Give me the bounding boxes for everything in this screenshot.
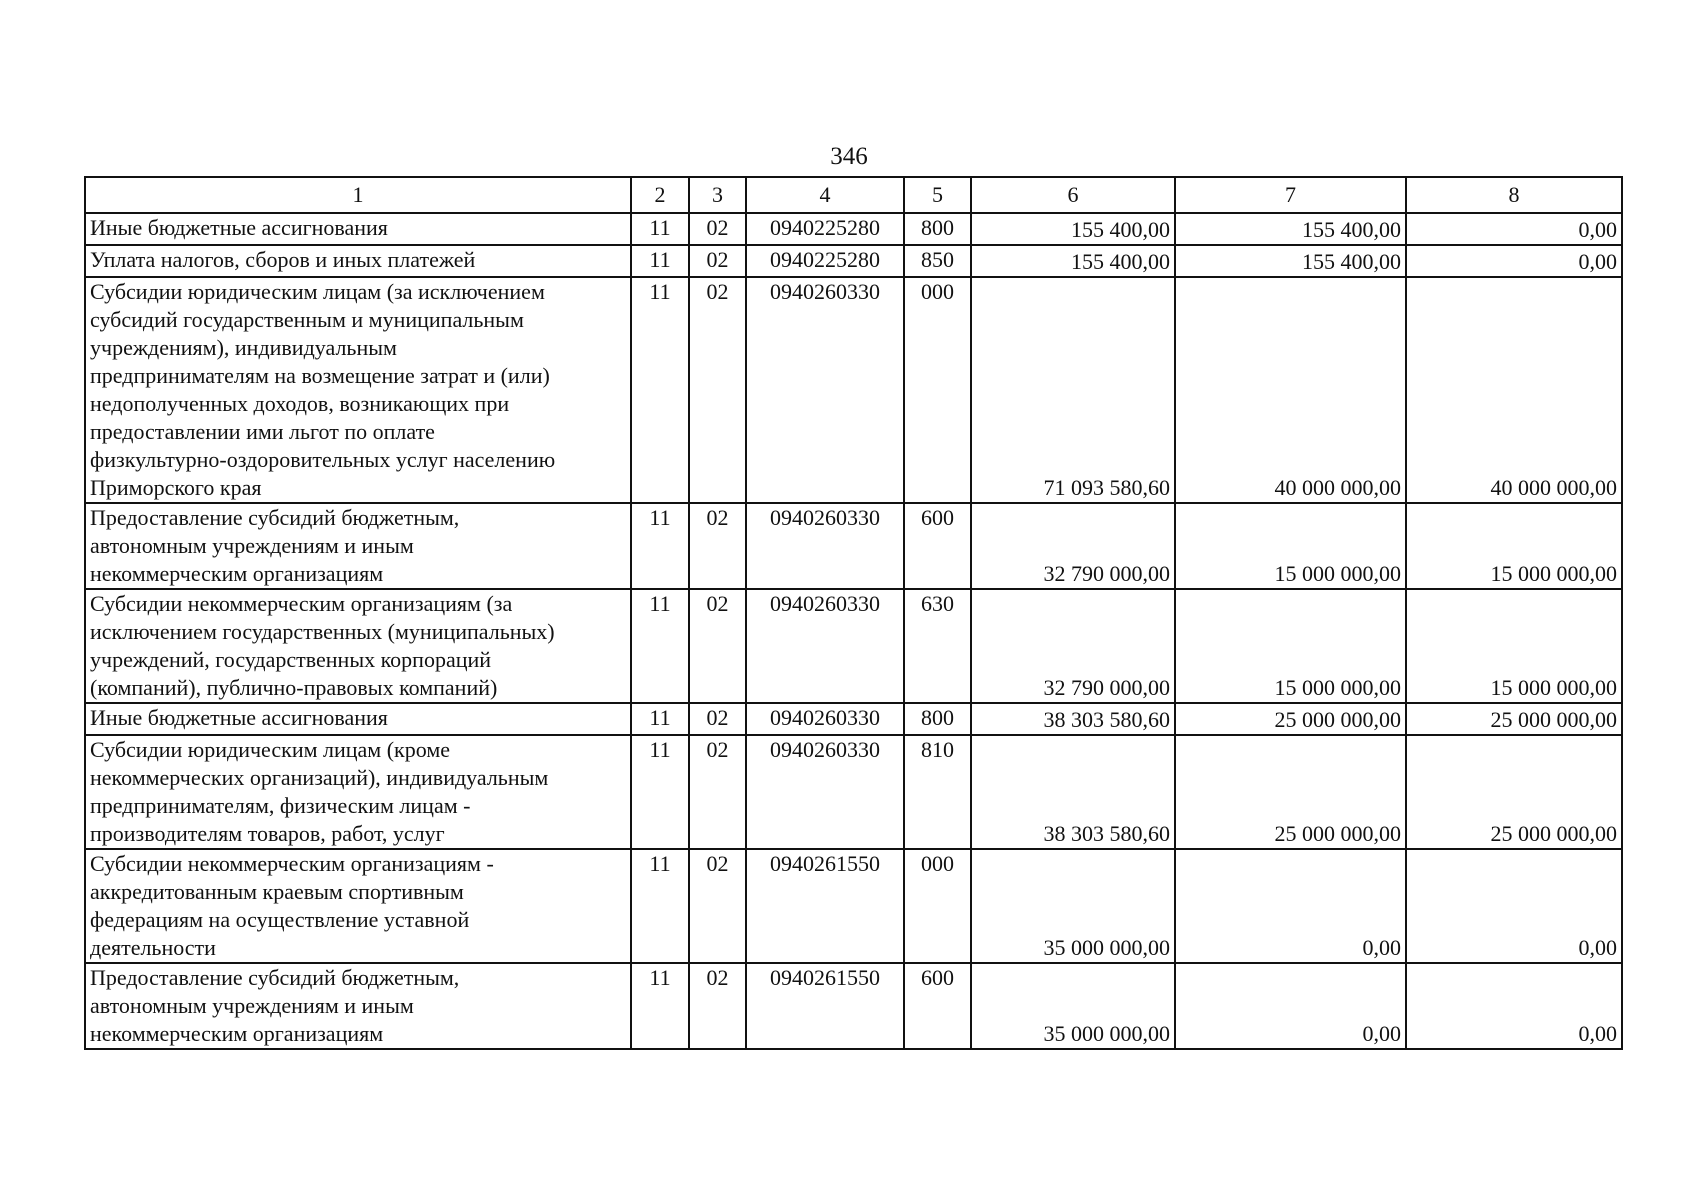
row-name: Уплата налогов, сборов и иных платежей bbox=[85, 245, 631, 277]
header-cell-6: 6 bbox=[971, 177, 1175, 213]
table-row bbox=[85, 277, 1622, 503]
row-expense-type: 810 bbox=[904, 735, 971, 849]
table-row bbox=[85, 245, 1622, 277]
row-section: 11 bbox=[631, 735, 689, 849]
row-sum-1: 155 400,00 bbox=[971, 213, 1175, 245]
row-sum-1: 71 093 580,60 bbox=[971, 277, 1175, 503]
header-cell-5: 5 bbox=[904, 177, 971, 213]
row-section: 11 bbox=[631, 849, 689, 963]
row-sum-3: 0,00 bbox=[1406, 245, 1622, 277]
row-sum-2: 25 000 000,00 bbox=[1175, 735, 1406, 849]
budget-table bbox=[84, 176, 1623, 1050]
row-section: 11 bbox=[631, 963, 689, 1049]
row-sum-2: 155 400,00 bbox=[1175, 213, 1406, 245]
header-cell-7: 7 bbox=[1175, 177, 1406, 213]
table-row bbox=[85, 849, 1622, 963]
row-target-article: 0940260330 bbox=[746, 735, 904, 849]
header-cell-2: 2 bbox=[631, 177, 689, 213]
table-row bbox=[85, 213, 1622, 245]
row-name: Иные бюджетные ассигнования bbox=[85, 213, 631, 245]
row-subsection: 02 bbox=[689, 277, 746, 503]
header-row bbox=[85, 177, 1622, 213]
row-sum-1: 38 303 580,60 bbox=[971, 703, 1175, 735]
row-subsection: 02 bbox=[689, 963, 746, 1049]
row-expense-type: 630 bbox=[904, 589, 971, 703]
row-name: Иные бюджетные ассигнования bbox=[85, 703, 631, 735]
row-target-article: 0940260330 bbox=[746, 703, 904, 735]
row-expense-type: 800 bbox=[904, 213, 971, 245]
row-name: Субсидии некоммерческим организациям - аккредитованным краевым спортивным федерациям на осуществление уставной деятельности bbox=[85, 849, 631, 963]
row-target-article: 0940261550 bbox=[746, 849, 904, 963]
table-row bbox=[85, 703, 1622, 735]
table-row bbox=[85, 735, 1622, 849]
row-sum-3: 15 000 000,00 bbox=[1406, 503, 1622, 589]
row-target-article: 0940260330 bbox=[746, 277, 904, 503]
row-sum-1: 155 400,00 bbox=[971, 245, 1175, 277]
row-expense-type: 800 bbox=[904, 703, 971, 735]
row-sum-3: 0,00 bbox=[1406, 849, 1622, 963]
row-sum-3: 0,00 bbox=[1406, 963, 1622, 1049]
row-target-article: 0940260330 bbox=[746, 589, 904, 703]
row-sum-3: 25 000 000,00 bbox=[1406, 703, 1622, 735]
row-subsection: 02 bbox=[689, 703, 746, 735]
row-sum-1: 32 790 000,00 bbox=[971, 503, 1175, 589]
row-section: 11 bbox=[631, 245, 689, 277]
header-cell-3: 3 bbox=[689, 177, 746, 213]
table-row bbox=[85, 963, 1622, 1049]
row-sum-2: 155 400,00 bbox=[1175, 245, 1406, 277]
page-number: 346 bbox=[830, 143, 868, 170]
row-expense-type: 600 bbox=[904, 963, 971, 1049]
row-sum-2: 0,00 bbox=[1175, 963, 1406, 1049]
row-sum-3: 40 000 000,00 bbox=[1406, 277, 1622, 503]
row-name: Предоставление субсидий бюджетным, автономным учреждениям и иным некоммерческим организациям bbox=[85, 503, 631, 589]
row-sum-2: 15 000 000,00 bbox=[1175, 503, 1406, 589]
row-sum-3: 25 000 000,00 bbox=[1406, 735, 1622, 849]
row-name: Предоставление субсидий бюджетным, автономным учреждениям и иным некоммерческим организациям bbox=[85, 963, 631, 1049]
row-subsection: 02 bbox=[689, 849, 746, 963]
row-sum-1: 35 000 000,00 bbox=[971, 963, 1175, 1049]
row-name: Субсидии юридическим лицам (за исключением субсидий государственным и муниципальным учреждениям), индивидуальным предпринимателям на возмещение затрат и (или) недополученных доходов, возникающих при предоставлении ими льгот по оплате физкультурно-оздоровительных услуг населению Приморского края bbox=[85, 277, 631, 503]
row-target-article: 0940261550 bbox=[746, 963, 904, 1049]
row-name: Субсидии юридическим лицам (кроме некоммерческих организаций), индивидуальным предпринимателям, физическим лицам - производителям товаров, работ, услуг bbox=[85, 735, 631, 849]
row-section: 11 bbox=[631, 589, 689, 703]
row-sum-2: 0,00 bbox=[1175, 849, 1406, 963]
table-row bbox=[85, 503, 1622, 589]
row-subsection: 02 bbox=[689, 245, 746, 277]
row-name: Субсидии некоммерческим организациям (за исключением государственных (муниципальных) учреждений, государственных корпораций (компаний), публично-правовых компаний) bbox=[85, 589, 631, 703]
table-row bbox=[85, 589, 1622, 703]
row-subsection: 02 bbox=[689, 589, 746, 703]
row-subsection: 02 bbox=[689, 735, 746, 849]
row-sum-2: 40 000 000,00 bbox=[1175, 277, 1406, 503]
row-subsection: 02 bbox=[689, 503, 746, 589]
row-expense-type: 850 bbox=[904, 245, 971, 277]
row-target-article: 0940225280 bbox=[746, 245, 904, 277]
row-section: 11 bbox=[631, 503, 689, 589]
row-sum-2: 25 000 000,00 bbox=[1175, 703, 1406, 735]
row-section: 11 bbox=[631, 703, 689, 735]
header-cell-4: 4 bbox=[746, 177, 904, 213]
row-target-article: 0940260330 bbox=[746, 503, 904, 589]
row-sum-2: 15 000 000,00 bbox=[1175, 589, 1406, 703]
header-cell-1: 1 bbox=[85, 177, 631, 213]
row-target-article: 0940225280 bbox=[746, 213, 904, 245]
row-sum-1: 38 303 580,60 bbox=[971, 735, 1175, 849]
header-cell-8: 8 bbox=[1406, 177, 1622, 213]
row-sum-3: 0,00 bbox=[1406, 213, 1622, 245]
row-expense-type: 000 bbox=[904, 849, 971, 963]
row-sum-1: 32 790 000,00 bbox=[971, 589, 1175, 703]
row-expense-type: 600 bbox=[904, 503, 971, 589]
row-sum-1: 35 000 000,00 bbox=[971, 849, 1175, 963]
row-sum-3: 15 000 000,00 bbox=[1406, 589, 1622, 703]
row-section: 11 bbox=[631, 213, 689, 245]
row-expense-type: 000 bbox=[904, 277, 971, 503]
row-section: 11 bbox=[631, 277, 689, 503]
row-subsection: 02 bbox=[689, 213, 746, 245]
